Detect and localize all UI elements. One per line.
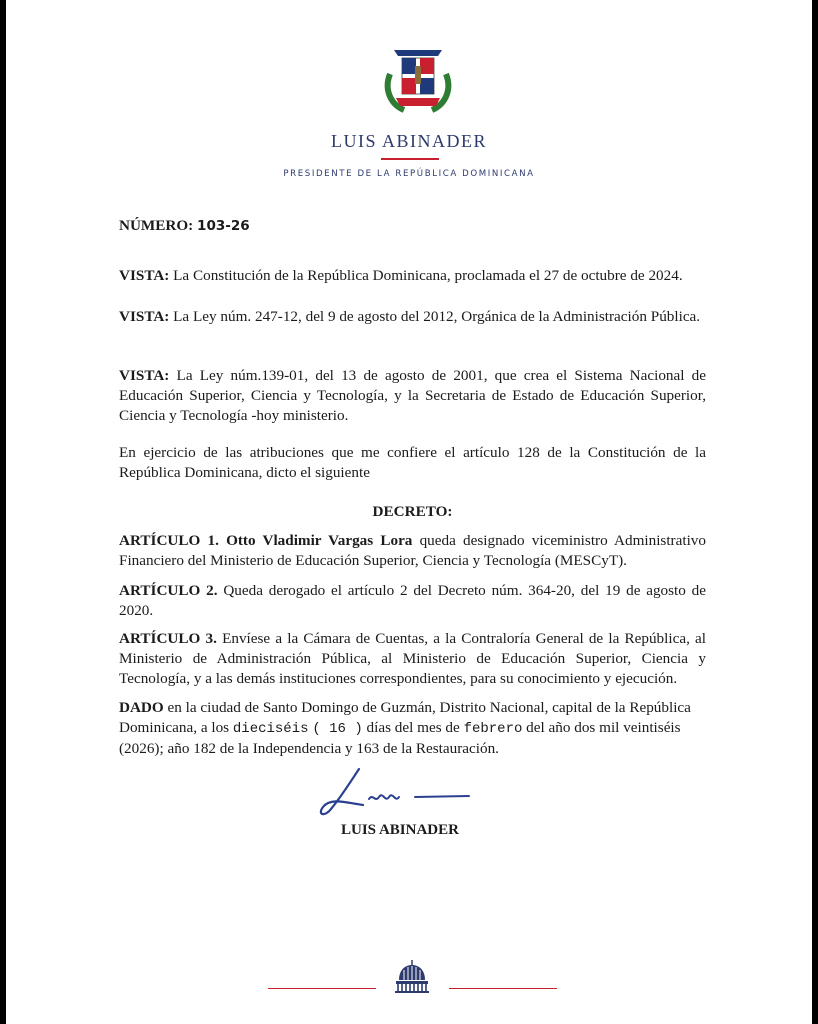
footer-line-left: [268, 988, 376, 989]
articulo-paragraph: ARTÍCULO 3. Envíese a la Cámara de Cuentas, a la Contraloría General de la República, al Ministerio de Administración Pública, al Ministerio de Educación Superior, Ciencia y Tecnología, y a las demás instituciones correspondientes, para su conocimiento y ejecución.: [119, 630, 706, 687]
dado-paragraph: DADO en la ciudad de Santo Domingo de Guzmán, Distrito Nacional, capital de la República Dominicana, a los dieciséis ( 16 ) días del mes de febrero del año dos mil veintiséis (2026); año 182 de la Independencia y 163 de la Restauración.: [119, 699, 691, 757]
coat-of-arms-icon: [380, 44, 456, 114]
header-divider: [381, 158, 439, 160]
decree-number: NÚMERO: 103-26: [119, 217, 250, 234]
vista-paragraph: VISTA: La Constitución de la República Dominicana, proclamada el 27 de octubre de 2024.: [119, 267, 683, 284]
vista-paragraph: VISTA: La Ley núm.139-01, del 13 de agosto de 2001, que crea el Sistema Nacional de Educación Superior, Ciencia y Tecnología, y la Secretaria de Estado de Educación Superior, Ciencia y Tecnología -hoy ministerio.: [119, 367, 706, 424]
articulo-paragraph: ARTÍCULO 1. Otto Vladimir Vargas Lora queda designado viceministro Administrativo Financiero del Ministerio de Educación Superior, Ciencia y Tecnología (MESCyT).: [119, 532, 706, 569]
footer-line-right: [449, 988, 557, 989]
header-subtitle: PRESIDENTE DE LA REPÚBLICA DOMINICANA: [283, 169, 535, 179]
articulo-paragraph: ARTÍCULO 2. Queda derogado el artículo 2 del Decreto núm. 364-20, del 19 de agosto de 2020.: [119, 582, 707, 619]
month-name: febrero: [463, 721, 523, 737]
day-written: dieciséis: [232, 721, 309, 737]
day-number: 16: [329, 721, 346, 737]
decree-page: [6, 0, 812, 1024]
ejercicio-paragraph: En ejercicio de las atribuciones que me confiere el artículo 128 de la Constitución de la República Dominicana, dicto el siguiente: [119, 444, 706, 481]
signature-name: LUIS ABINADER: [341, 822, 459, 838]
signature-scribble-icon: [311, 763, 476, 823]
vista-paragraph: VISTA: La Ley núm. 247-12, del 9 de agosto del 2012, Orgánica de la Administración Pública.: [119, 308, 701, 325]
designee-name: Otto Vladimir Vargas Lora: [226, 532, 413, 549]
decreto-title: DECRETO:: [372, 503, 453, 520]
palace-dome-icon: [391, 958, 433, 994]
header-president-name: LUIS ABINADER: [330, 131, 487, 151]
